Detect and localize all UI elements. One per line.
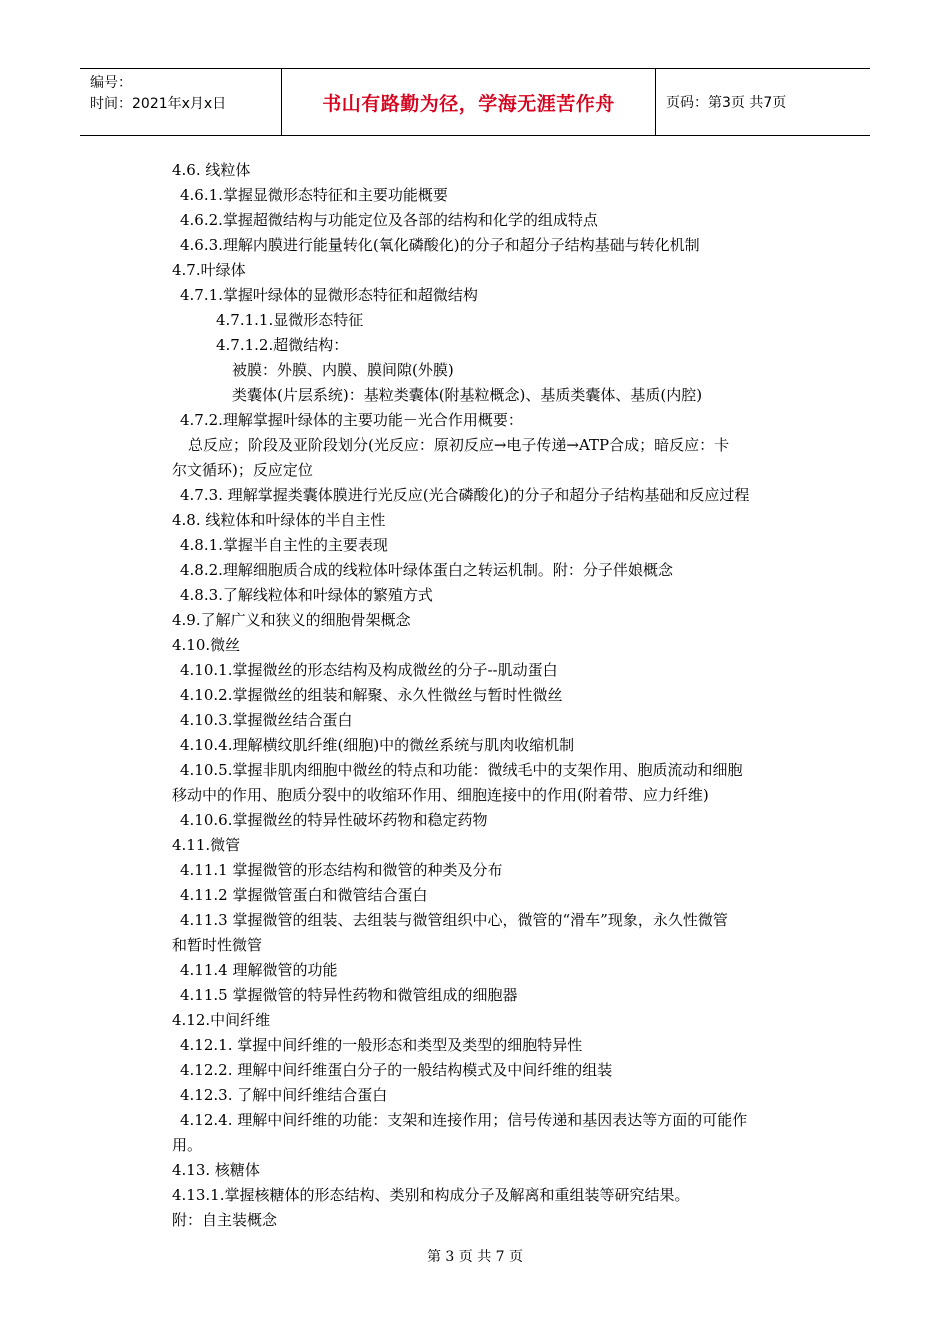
text-line: 4.13. 核糖体	[172, 1161, 260, 1179]
text-line: 4.10.1.掌握微丝的形态结构及构成微丝的分子--肌动蛋白	[180, 661, 558, 679]
text-line: 4.7.1.掌握叶绿体的显微形态特征和超微结构	[180, 286, 478, 304]
text-line: 4.11.1 掌握微管的形态结构和微管的种类及分布	[180, 861, 503, 879]
text-line: 4.10.4.理解横纹肌纤维(细胞)中的微丝系统与肌肉收缩机制	[180, 736, 575, 754]
text-line: 4.7.3. 理解掌握类囊体膜进行光反应(光合磷酸化)的分子和超分子结构基础和反应过程	[180, 486, 750, 504]
text-line: 4.12.1. 掌握中间纤维的一般形态和类型及类型的细胞特异性	[180, 1036, 583, 1054]
text-line: 4.8.2.理解细胞质合成的线粒体叶绿体蛋白之转运机制。附：分子伴娘概念	[180, 561, 673, 579]
footer-page-number: 第 3 页 共 7 页	[426, 1249, 524, 1265]
header-meta	[80, 69, 282, 135]
text-line: 4.6.2.掌握超微结构与功能定位及各部的结构和化学的组成特点	[180, 211, 598, 229]
text-line: 被膜：外膜、内膜、膜间隙(外膜)	[232, 361, 454, 379]
text-line: 4.11.3 掌握微管的组装、去组装与微管组织中心，微管的“滑车”现象，永久性微管	[180, 911, 728, 929]
text-line: 4.12.2. 理解中间纤维蛋白分子的一般结构模式及中间纤维的组装	[180, 1061, 613, 1079]
text-line: 附：自主装概念	[172, 1211, 278, 1229]
text-line: 4.11.5 掌握微管的特异性药物和微管组成的细胞器	[180, 986, 518, 1004]
text-line: 4.7.1.2.超微结构：	[216, 336, 349, 354]
page-footer	[0, 1246, 950, 1266]
text-line: 4.10.2.掌握微丝的组装和解聚、永久性微丝与暂时性微丝	[180, 686, 563, 704]
text-line: 用。	[172, 1136, 203, 1154]
text-line: 4.11.4 理解微管的功能	[180, 961, 338, 979]
text-line: 尔文循环)；反应定位	[172, 461, 313, 479]
text-line: 总反应；阶段及亚阶段划分(光反应：原初反应→电子传递→ATP合成；暗反应：卡	[188, 436, 730, 454]
text-line: 4.6.1.掌握显微形态特征和主要功能概要	[180, 186, 448, 204]
time-label: 时间：2021年x月x日	[90, 96, 227, 112]
text-line: 4.6.3.理解内膜进行能量转化(氧化磷酸化)的分子和超分子结构基础与转化机制	[180, 236, 700, 254]
text-line: 4.11.2 掌握微管蛋白和微管结合蛋白	[180, 886, 428, 904]
text-line: 4.7.1.1.显微形态特征	[216, 311, 364, 329]
header-motto: 书山有路勤为径，学海无涯苦作舟	[282, 69, 656, 135]
text-line: 4.10.微丝	[172, 636, 241, 654]
text-line: 4.10.5.掌握非肌肉细胞中微丝的特点和功能：微绒毛中的支架作用、胞质流动和细胞	[180, 761, 743, 779]
text-line: 4.13.1.掌握核糖体的形态结构、类别和构成分子及解离和重组装等研究结果。	[172, 1186, 690, 1204]
text-line: 4.8.3.了解线粒体和叶绿体的繁殖方式	[180, 586, 433, 604]
text-line: 4.10.3.掌握微丝结合蛋白	[180, 711, 353, 729]
text-line: 4.8. 线粒体和叶绿体的半自主性	[172, 511, 386, 529]
header-page-info: 页码：第3页 共7页	[666, 95, 787, 111]
text-line: 4.6. 线粒体	[172, 161, 251, 179]
text-line: 4.8.1.掌握半自主性的主要表现	[180, 536, 388, 554]
text-line: 4.7.2.理解掌握叶绿体的主要功能－光合作用概要：	[180, 411, 523, 429]
text-line: 4.12.中间纤维	[172, 1011, 271, 1029]
text-line: 4.7.叶绿体	[172, 261, 246, 279]
document-body	[172, 158, 812, 1233]
text-line: 4.9.了解广义和狭义的细胞骨架概念	[172, 611, 411, 629]
number-label: 编号：	[90, 75, 132, 91]
text-line: 4.11.微管	[172, 836, 241, 854]
text-line: 4.12.3. 了解中间纤维结合蛋白	[180, 1086, 388, 1104]
text-line: 4.12.4. 理解中间纤维的功能：支架和连接作用；信号传递和基因表达等方面的可能作	[180, 1111, 748, 1129]
text-line: 和暂时性微管	[172, 936, 263, 954]
text-line: 类囊体(片层系统)：基粒类囊体(附基粒概念)、基质类囊体、基质(内腔)	[232, 386, 703, 404]
text-line: 移动中的作用、胞质分裂中的收缩环作用、细胞连接中的作用(附着带、应力纤维)	[172, 786, 709, 804]
page-header	[80, 68, 870, 136]
text-line: 4.10.6.掌握微丝的特异性破坏药物和稳定药物	[180, 811, 488, 829]
